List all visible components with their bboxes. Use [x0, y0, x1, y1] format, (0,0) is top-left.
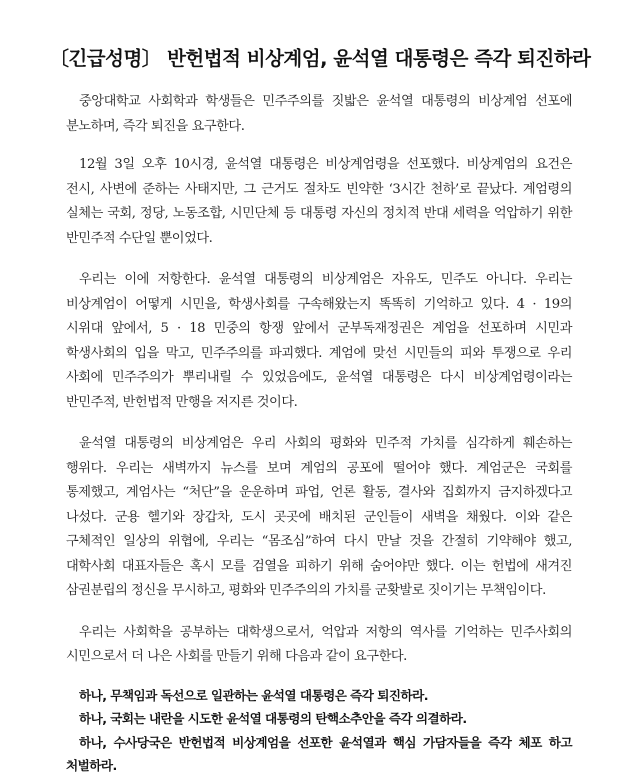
paragraph-intro: 중앙대학교 사회학과 학생들은 민주주의를 짓밟은 윤석열 대통령의 비상계엄 선포에 분노하며, 즉각 퇴진을 요구한다.	[66, 94, 572, 134]
paragraph-demands-intro: 우리는 사회학을 공부하는 대학생으로서, 억압과 저항의 역사를 기억하는 민주사회의 시민으로서 더 나은 사회를 만들기 위해 다음과 같이 요구한다.	[66, 624, 572, 664]
paragraph-impact: 윤석열 대통령의 비상계엄은 우리 사회의 평화와 민주적 가치를 심각하게 훼손하는 행위다. 우리는 새벽까지 뉴스를 보며 계엄의 공포에 떨어야 했다. 계엄군은 국회를 통제했고, 계엄사는 “처단”을 운운하며 파업, 언론 활동, 결사와 집회까지 금지하겠다고 나섰다. 군용 헬기와 장갑차, 도시 곳곳에 배치된 군인들이 새벽을 채웠다. 이와 같은 구체적인 일상의 위협에, 우리는 “몸조심”하여 다시 만날 것을 간절히 기약해야 했고, 대학사회 대표자들은 혹시 모를 검열을 피하기 위해 숨어야만 했다. 이는 헌법에 새겨진 삼권분립의 정신을 무시하고, 평화와 민주주의의 가치를 군홧발로 짓이기는 무책임이다.	[66, 436, 572, 598]
demand-item-arrest: 하나, 수사당국은 반헌법적 비상계엄을 선포한 윤석열과 핵심 가담자들을 즉각 체포 하고 처벌하라.	[66, 734, 572, 773]
statement-body	[66, 90, 572, 778]
demand-item-resign: 하나, 무책임과 독선으로 일관하는 윤석열 대통령은 즉각 퇴진하라.	[79, 687, 428, 703]
statement-title: 〔긴급성명〕 반헌법적 비상계엄, 윤석열 대통령은 즉각 퇴진하라	[49, 47, 591, 71]
paragraph-resistance-history: 우리는 이에 저항한다. 윤석열 대통령의 비상계엄은 자유도, 민주도 아니다. 우리는 비상계엄이 어떻게 시민을, 학생사회를 구속해왔는지 똑똑히 기억하고 있다. 4 · 19의 시위대 앞에서, 5 · 18 민중의 항쟁 앞에서 군부독재정권은 계엄을 선포하며 시민과 학생사회의 입을 막고, 민주주의를 파괴했다. 계엄에 맞선 시민들의 피와 투쟁으로 우리 사회에 민주주의가 뿌리내릴 수 있었음에도, 윤석열 대통령은 다시 비상계엄령이라는 반민주적, 반헌법적 만행을 저지른 것이다.	[66, 272, 572, 410]
paragraph-declaration-facts: 12월 3일 오후 10시경, 윤석열 대통령은 비상계엄령을 선포했다. 비상계엄의 요건은 전시, 사변에 준하는 사태지만, 그 근거도 절차도 빈약한 ‘3시간 천하’로 끝났다. 계엄령의 실체는 국회, 정당, 노동조합, 시민단체 등 대통령 자신의 정치적 반대 세력을 억압하기 위한 반민주적 수단일 뿐이었다.	[66, 157, 572, 246]
demands-list	[66, 684, 572, 778]
demand-item-impeach: 하나, 국회는 내란을 시도한 윤석열 대통령의 탄핵소추안을 즉각 의결하라.	[79, 711, 467, 726]
